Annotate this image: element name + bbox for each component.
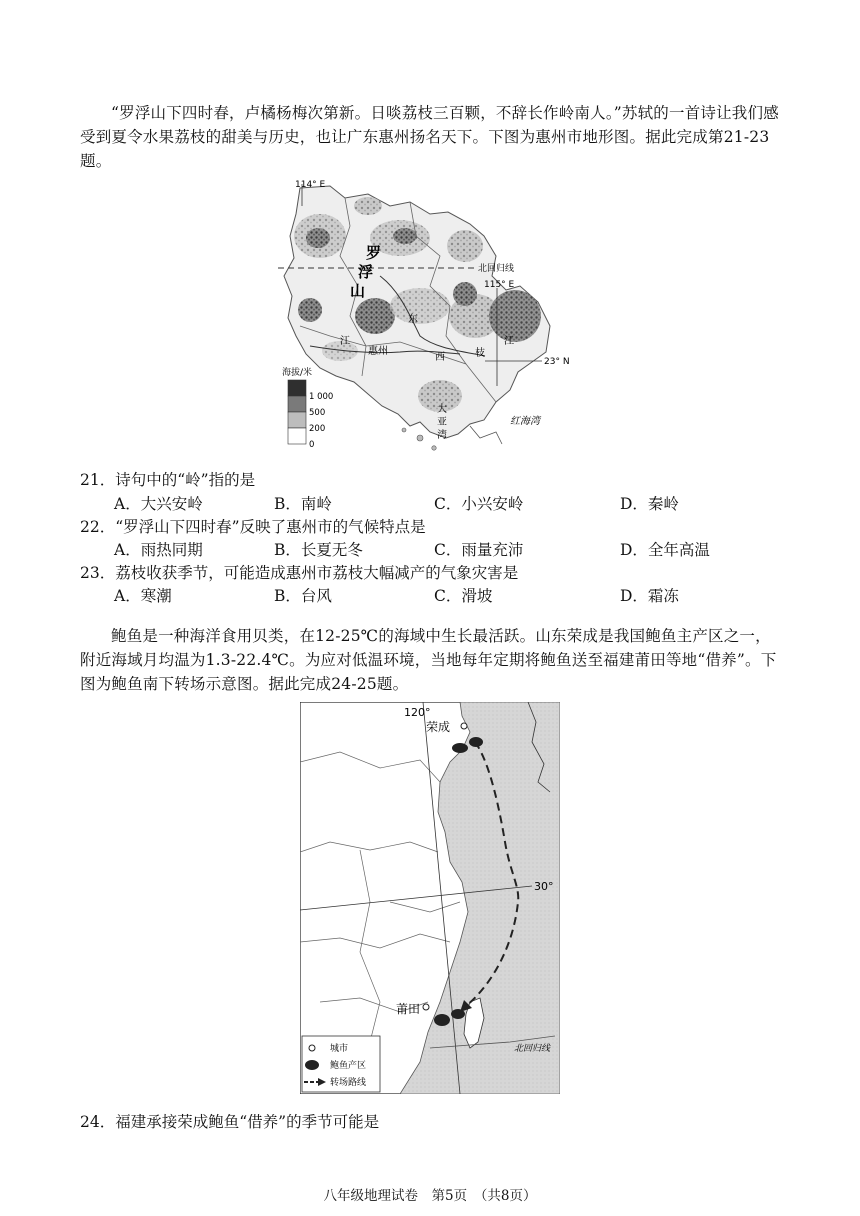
legend-abalone-area: 鲍鱼产区 [330,1061,367,1071]
q22-option-a[interactable]: A．雨热同期 [114,541,203,559]
lat-23-label: 23° N [544,357,570,367]
rongcheng-city-marker [461,723,467,729]
q21-option-c[interactable]: C．小兴安岭 [434,495,524,513]
q22-option-b[interactable]: B．长夏无冬 [274,541,363,559]
question-23: 23．荔枝收获季节，可能造成惠州市荔枝大幅减产的气象灾害是 [80,564,519,582]
question-22: 22．“罗浮山下四时春”反映了惠州市的气候特点是 [80,518,426,536]
river-zhi: 枝 [475,348,485,359]
abalone-area-putian-2 [451,1009,465,1019]
q22-option-d[interactable]: D．全年高温 [620,541,710,559]
tropic-label: 北回归线 [514,1044,551,1054]
daya-char-1: 大 [437,404,447,415]
abalone-area-putian [434,1014,450,1026]
q21-option-d[interactable]: D．秦岭 [620,495,679,513]
q23-option-d[interactable]: D．霜冻 [620,587,679,605]
legend-0: 0 [309,440,315,450]
honghai-bay: 红海湾 [510,416,540,427]
river-jiang: 江 [340,336,350,347]
huizhou-terrain-map [270,176,595,460]
legend-1000: 1 000 [309,392,334,402]
legend-title: 海拔/米 [282,368,313,378]
question-24: 24．福建承接荣成鲍鱼“借养”的季节可能是 [80,1113,380,1131]
city-huizhou: 惠州 [368,346,388,357]
q22-option-c[interactable]: C．雨量充沛 [434,541,524,559]
question-21: 21．诗句中的“岭”指的是 [80,471,256,489]
tropic-label: 北回归线 [478,264,515,274]
legend-200: 200 [309,424,326,434]
q23-option-c[interactable]: C．滑坡 [434,587,493,605]
river-xi: 西 [435,352,445,363]
lon-114-label: 114° E [295,180,326,190]
luofu-char-2: 浮 [358,263,374,281]
lon-115-label: 115° E [484,280,515,290]
daya-char-2: 亚 [437,417,447,428]
legend-500: 500 [309,408,326,418]
legend-route: 转场路线 [330,1078,367,1088]
daya-char-3: 湾 [437,430,447,441]
abalone-migration-map [300,702,560,1094]
q23-option-a[interactable]: A．寒潮 [114,587,172,605]
rongcheng-label: 荣成 [426,720,451,734]
legend-city: 城市 [330,1044,349,1054]
river-jiang-2: 江 [504,336,514,347]
lat-30-label: 30° [534,880,554,893]
passage-2: 鲍鱼是一种海洋食用贝类，在12-25℃的海域中生长最活跃。山东荣成是我国鲍鱼主产区之一，附近海域月均温为1.3-22.4℃。为应对低温环境，当地每年定期将鲍鱼送至福建莆田等地“借养”。下图为鲍鱼南下转场示意图。据此完成24-25题。 [80,627,777,693]
putian-city-marker [423,1004,429,1010]
passage-1: “罗浮山下四时春，卢橘杨梅次第新。日啖荔枝三百颗，不辞长作岭南人。”苏轼的一首诗让我们感受到夏令水果荔枝的甜美与历史，也让广东惠州扬名天下。下图为惠州市地形图。据此完成第21-23题。 [80,104,779,170]
q21-option-a[interactable]: A．大兴安岭 [114,495,203,513]
river-dong: 东 [408,314,418,325]
luofu-char-1: 罗 [366,244,382,262]
page-footer: 八年级地理试卷 第5页 （共8页） [323,1188,537,1204]
luofu-char-3: 山 [350,282,366,300]
q23-option-b[interactable]: B．台风 [274,587,332,605]
q21-option-b[interactable]: B．南岭 [274,495,332,513]
abalone-area-rongcheng [452,743,468,753]
putian-label: 莆田 [396,1002,421,1016]
lon-120-label: 120° [404,706,431,719]
abalone-area-rongcheng-2 [469,737,483,747]
